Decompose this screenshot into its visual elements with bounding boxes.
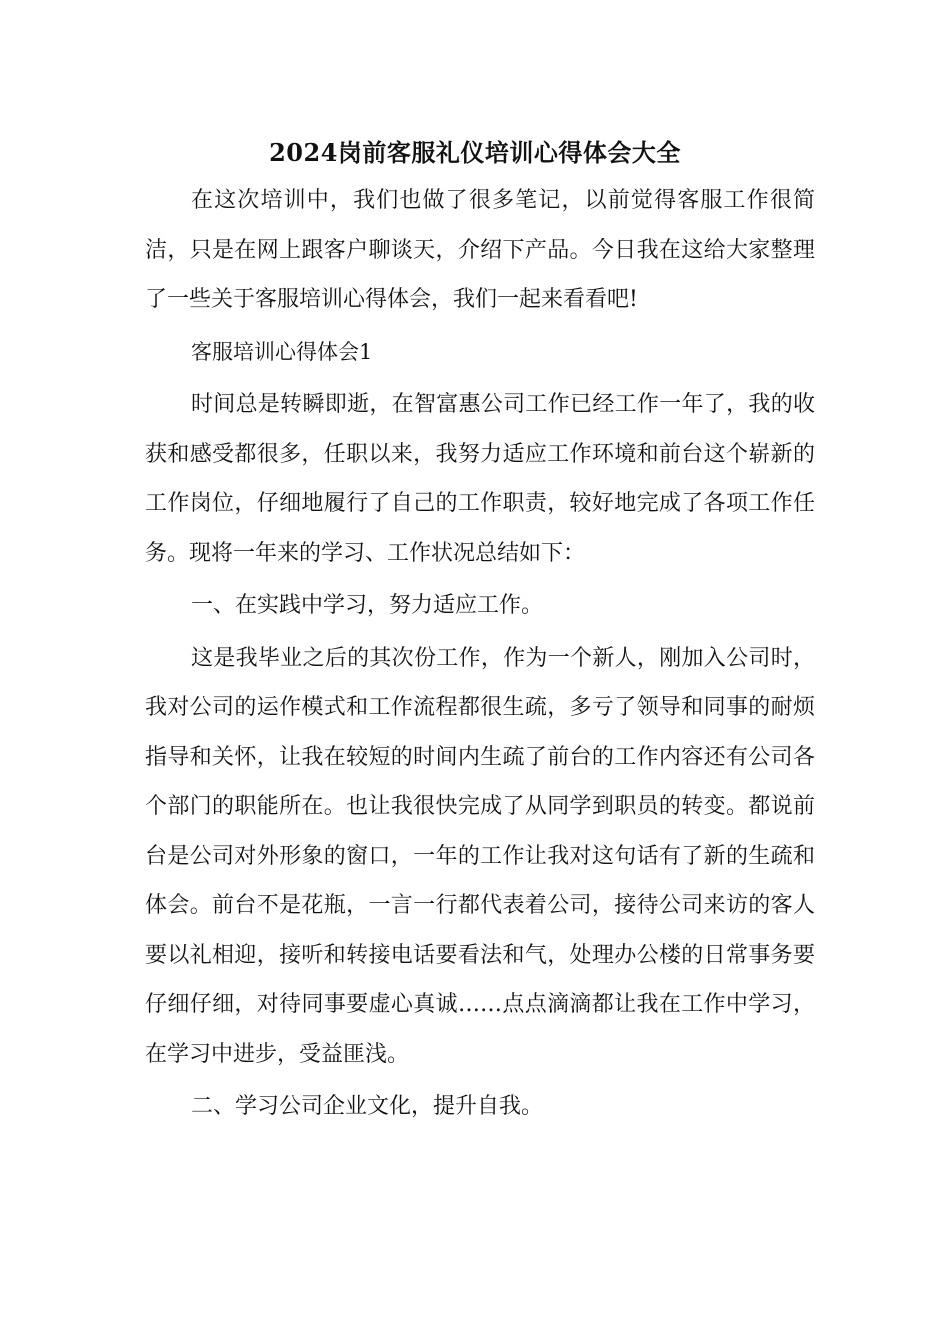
intro-paragraph: 在这次培训中，我们也做了很多笔记，以前觉得客服工作很简洁，只是在网上跟客户聊谈天，介绍下产品。今日我在这给大家整理了一些关于客服培训心得体会，我们一起来看看吧!	[145, 188, 815, 312]
subsection-heading: 二、学习公司企业文化，提升自我。	[191, 1094, 544, 1119]
subsection-heading: 一、在实践中学习，努力适应工作。	[191, 593, 544, 618]
body-paragraph: 时间总是转瞬即逝，在智富惠公司工作已经工作一年了，我的收获和感受都很多，任职以来，我努力适应工作环境和前台这个崭新的工作岗位，仔细地履行了自己的工作职责，较好地完成了各项工作任务。现将一年来的学习、工作状况总结如下：	[145, 392, 815, 566]
document-title: 2024岗前客服礼仪培训心得体会大全	[269, 138, 681, 167]
body-paragraph: 这是我毕业之后的其次份工作，作为一个新人，刚加入公司时，我对公司的运作模式和工作流程都很生疏，多亏了领导和同事的耐烦指导和关怀，让我在较短的时间内生疏了前台的工作内容还有公司各个部门的职能所在。也让我很快完成了从同学到职员的转变。都说前台是公司对外形象的窗口，一年的工作让我对这句话有了新的生疏和体会。前台不是花瓶，一言一行都代表着公司，接待公司来访的客人要以礼相迎，接听和转接电话要看法和气，处理办公楼的日常事务要仔细仔细，对待同事要虚心真诚……点点滴滴都让我在工作中学习，在学习中进步，受益匪浅。	[145, 645, 815, 1067]
document-body	[145, 176, 815, 1135]
section-heading: 客服培训心得体会1	[191, 339, 373, 364]
